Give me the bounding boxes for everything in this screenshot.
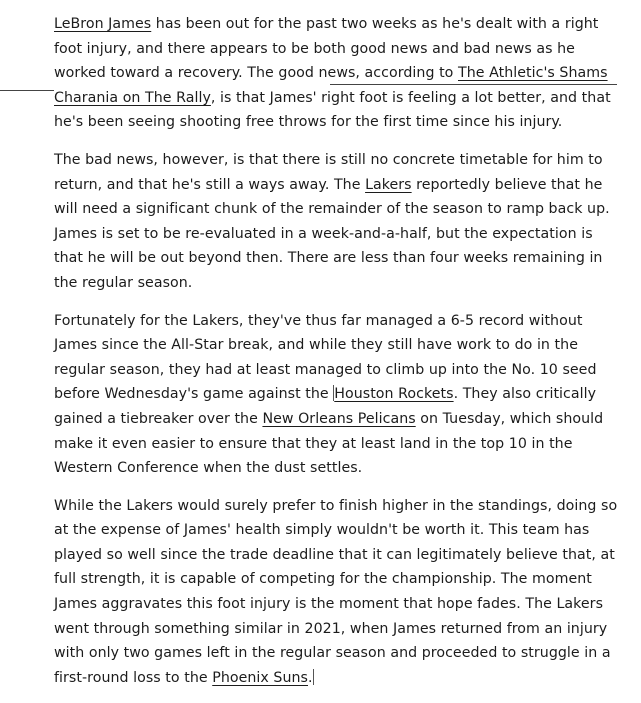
paragraph-text: . bbox=[308, 669, 313, 686]
link-new-orleans-pelicans[interactable]: New Orleans Pelicans bbox=[262, 410, 416, 427]
paragraph-3 bbox=[54, 309, 620, 481]
paragraph-4 bbox=[54, 494, 620, 691]
paragraph-text: Fortunately for the Lakers, they've thus far managed a 6-5 record without James since the All-Star break, and while they still have work to do in the regular season, they had at least managed to climb up into the No. 10 seed before Wednesday's game against the bbox=[54, 312, 597, 403]
link-lebron-james[interactable]: LeBron James bbox=[54, 16, 152, 32]
text-cursor bbox=[313, 669, 314, 685]
paragraph-text: The bad news, however, is that there is still no concrete timetable for him to return, and that he's still a ways away. The bbox=[54, 151, 603, 193]
paragraph-text: on Tuesday, which should make it even easier to ensure that they at least land in the top 10 in the Western Conference when the dust settles. bbox=[54, 410, 604, 477]
divider-line-left bbox=[0, 90, 54, 91]
paragraph-text: , is that James' right foot is feeling a lot better, and that he's been seeing shooting free throws for the first time since his injury. bbox=[54, 89, 611, 131]
paragraph-text: While the Lakers would surely prefer to finish higher in the standings, doing so at the expense of James' health simply wouldn't be worth it. This team has played so well since the trade deadline that it can legitimately believe that, at full strength, it is capable of competing for the championship. The moment James aggravates this foot injury is the moment that hope fades. The Lakers went through something similar in 2021, when James returned from an injury with only two games left in the regular season and proceeded to struggle in a first-round loss to the bbox=[54, 497, 618, 686]
link-houston-rockets[interactable]: Houston Rockets bbox=[334, 386, 454, 403]
paragraph-2 bbox=[54, 148, 620, 296]
paragraph-text: reportedly believe that he will need a significant chunk of the remainder of the season to ramp back up. James is set to be re-evaluated in a week-and-a-half, but the expectation is that he will be out beyond then. There are less than four weeks remaining in the regular season. bbox=[54, 176, 610, 291]
paragraph-text: . They also critically gained a tiebreaker over the bbox=[54, 386, 597, 427]
link-phoenix-suns[interactable]: Phoenix Suns bbox=[212, 669, 308, 686]
article-body bbox=[54, 12, 620, 703]
link-the-athletic-shams-charania[interactable]: The Athletic's Shams Charania on The Rally bbox=[54, 65, 608, 106]
paragraph-1 bbox=[54, 12, 620, 135]
link-lakers[interactable]: Lakers bbox=[365, 176, 412, 193]
paragraph-text: has been out for the past two weeks as he's dealt with a right foot injury, and there appears to be both good news and bad news as he worked toward a recovery. The good news, according to bbox=[54, 16, 599, 82]
